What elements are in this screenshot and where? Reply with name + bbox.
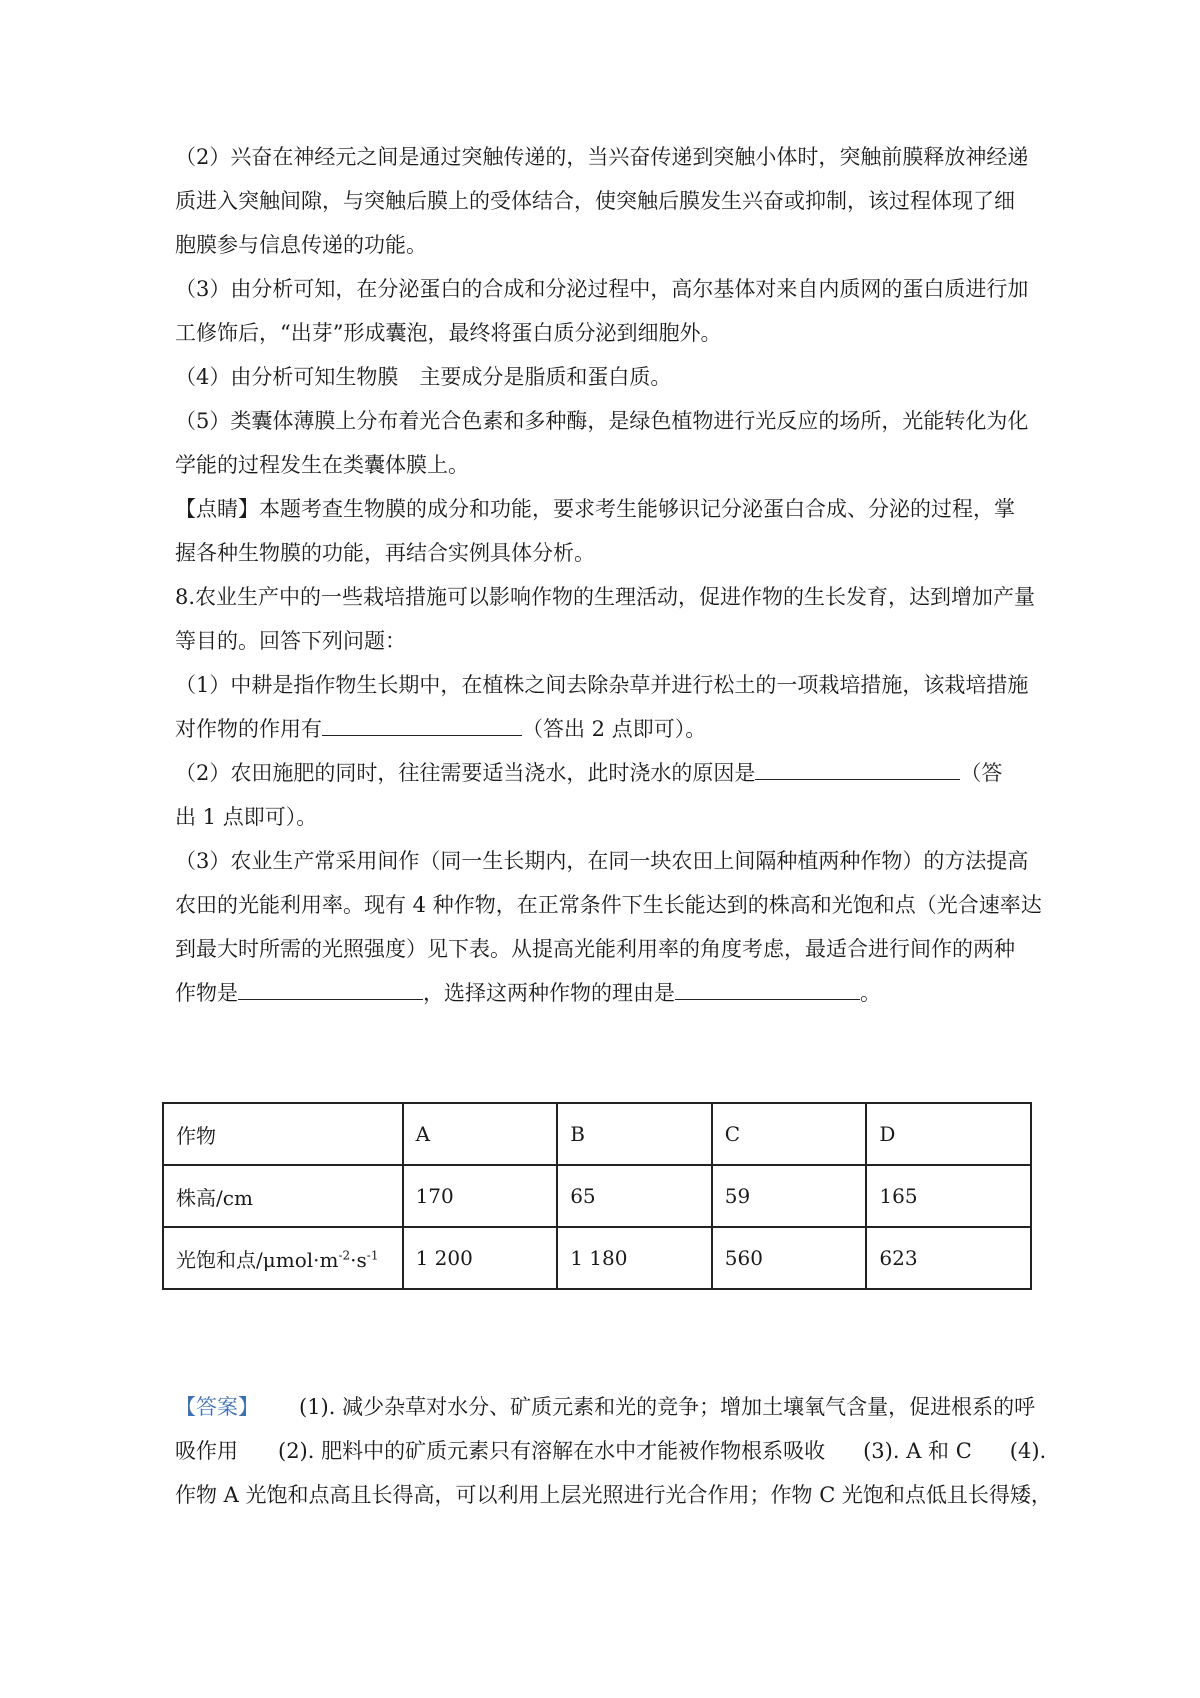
table-cell: 59 — [712, 1165, 867, 1227]
answer-blank-2[interactable] — [755, 759, 960, 780]
table-cell: 1 180 — [557, 1227, 712, 1289]
table-cell: 165 — [866, 1165, 1031, 1227]
table-header-cell: A — [403, 1103, 558, 1165]
subquestion-line: 到最大时所需的光照强度）见下表。从提高光能利用率的角度考虑，最适合进行间作的两种 — [175, 937, 1015, 961]
crop-table — [162, 1102, 1032, 1290]
table-row — [163, 1227, 1031, 1289]
dianjing-line: 【点睛】本题考查生物膜的成分和功能，要求考生能够识记分泌蛋白合成、分泌的过程，掌 — [175, 497, 1015, 521]
subquestion-text: 对作物的作用有 — [175, 717, 322, 741]
table-cell: 170 — [403, 1165, 558, 1227]
row-label-light-saturation — [163, 1227, 403, 1289]
subquestion-line — [175, 978, 1045, 1008]
row-label-plant-height: 株高/cm — [163, 1165, 403, 1227]
table-cell: 560 — [712, 1227, 867, 1289]
table-row — [163, 1165, 1031, 1227]
table-header-row — [163, 1103, 1031, 1165]
subquestion-text: （2）农田施肥的同时，往往需要适当浇水，此时浇水的原因是 — [175, 761, 756, 785]
paragraph-line: 工修饰后，“出芽”形成囊泡，最终将蛋白质分泌到细胞外。 — [175, 321, 722, 345]
table-header-cell: B — [557, 1103, 712, 1165]
subquestion-line: （1）中耕是指作物生长期中，在植株之间去除杂草并进行松土的一项栽培措施，该栽培措施 — [175, 673, 1029, 697]
question-title: 等目的。回答下列问题： — [175, 629, 406, 653]
table-cell: 1 200 — [403, 1227, 558, 1289]
table-cell: 623 — [866, 1227, 1031, 1289]
table-header-cell: 作物 — [163, 1103, 403, 1165]
answer-text: (2). 肥料中的矿质元素只有溶解在水中才能被作物根系吸收 — [278, 1439, 826, 1463]
paragraph-line: 质进入突触间隙，与突触后膜上的受体结合，使突触后膜发生兴奋或抑制，该过程体现了细 — [175, 189, 1015, 213]
subquestion-text: 。 — [860, 981, 881, 1005]
answer-blank-3[interactable] — [238, 979, 423, 1000]
answer-line: 作物 A 光饱和点高且长得高，可以利用上层光照进行光合作用；作物 C 光饱和点低且长得矮， — [175, 1483, 1052, 1507]
table-header-cell: C — [712, 1103, 867, 1165]
answer-blank-1[interactable] — [322, 715, 522, 736]
subquestion-line — [175, 714, 1045, 744]
label-text: 光饱和点/μmol·m — [176, 1247, 339, 1272]
paragraph-line: （2）兴奋在神经元之间是通过突触传递的，当兴奋传递到突触小体时，突触前膜释放神经递 — [175, 145, 1029, 169]
paragraph-line: （5）类囊体薄膜上分布着光合色素和多种酶，是绿色植物进行光反应的场所，光能转化为化 — [175, 409, 1029, 433]
answer-line — [175, 1392, 1045, 1422]
subquestion-line — [175, 758, 1045, 788]
table-header-cell: D — [866, 1103, 1031, 1165]
answer-blank-4[interactable] — [675, 979, 860, 1000]
table-cell: 65 — [557, 1165, 712, 1227]
subquestion-text: （答 — [960, 761, 1003, 785]
answer-line — [175, 1436, 1045, 1466]
subquestion-line: 出 1 点即可）。 — [175, 805, 318, 829]
subquestion-text: 作物是 — [175, 981, 238, 1005]
subquestion-line: 农田的光能利用率。现有 4 种作物，在正常条件下生长能达到的株高和光饱和点（光合速率达 — [175, 893, 1042, 917]
unit-exponent: -1 — [366, 1247, 379, 1262]
subquestion-text: （答出 2 点即可）。 — [522, 717, 707, 741]
question-title: 8.农业生产中的一些栽培措施可以影响作物的生理活动，促进作物的生长发育，达到增加产量 — [175, 585, 1036, 609]
answer-text: (4). — [1009, 1439, 1047, 1463]
subquestion-text: ，选择这两种作物的理由是 — [423, 981, 675, 1005]
answer-text: (1). 减少杂草对水分、矿质元素和光的竞争；增加土壤氧气含量，促进根系的呼 — [299, 1395, 1036, 1419]
dianjing-line: 握各种生物膜的功能，再结合实例具体分析。 — [175, 541, 595, 565]
paragraph-line: （4）由分析可知生物膜 主要成分是脂质和蛋白质。 — [175, 365, 672, 389]
answer-tag: 【答案】 — [175, 1395, 259, 1419]
paragraph-line: （3）由分析可知，在分泌蛋白的合成和分泌过程中，高尔基体对来自内质网的蛋白质进行加 — [175, 277, 1029, 301]
unit-exponent: -2 — [338, 1247, 351, 1262]
label-text: ·s — [350, 1247, 367, 1272]
subquestion-line: （3）农业生产常采用间作（同一生长期内，在同一块农田上间隔种植两种作物）的方法提高 — [175, 849, 1029, 873]
answer-text: 吸作用 — [175, 1439, 238, 1463]
answer-text: (3). A 和 C — [863, 1439, 972, 1463]
paragraph-line: 学能的过程发生在类囊体膜上。 — [175, 453, 469, 477]
paragraph-line: 胞膜参与信息传递的功能。 — [175, 233, 427, 257]
